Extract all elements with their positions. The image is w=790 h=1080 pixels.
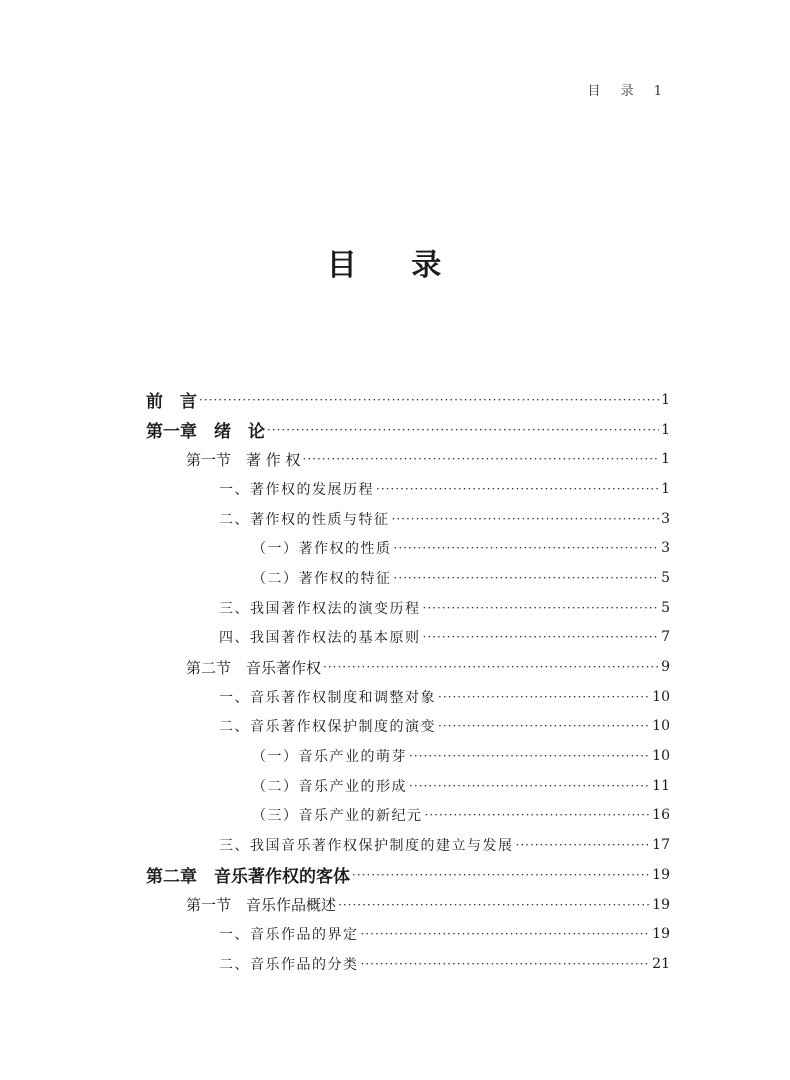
leader-dots xyxy=(361,957,651,971)
toc-entry[interactable] xyxy=(146,444,670,474)
toc-entry[interactable] xyxy=(146,415,670,445)
toc-entry-page: 19 xyxy=(652,866,670,883)
toc-entry-page: 5 xyxy=(661,599,670,616)
leader-dots xyxy=(338,898,650,912)
toc-entry-label: 第一章 绪 论 xyxy=(146,422,265,443)
toc-entry[interactable] xyxy=(146,860,670,890)
toc-entry[interactable] xyxy=(146,474,670,504)
toc-entry-label: （一）著作权的性质 xyxy=(252,541,392,558)
leader-dots xyxy=(438,719,650,733)
leader-dots xyxy=(392,512,660,526)
toc-entry-label: 第二章 音乐著作权的客体 xyxy=(146,867,350,888)
leader-dots xyxy=(199,393,659,407)
toc-entry-label: 第一节 著 作 权 xyxy=(186,450,301,469)
toc-entry-page: 17 xyxy=(652,837,670,854)
leader-dots xyxy=(409,779,650,793)
toc-entry-page: 1 xyxy=(661,480,670,497)
toc-entry-page: 11 xyxy=(652,777,670,794)
running-head: 目 录 1 xyxy=(587,84,670,99)
toc-entry-page: 5 xyxy=(661,569,670,586)
toc-entry[interactable] xyxy=(146,712,670,742)
toc-entry-label: 一、音乐著作权制度和调整对象 xyxy=(219,689,436,706)
toc-entry-label: 三、我国音乐著作权保护制度的建立与发展 xyxy=(219,838,514,855)
toc-entry-label: 一、音乐作品的界定 xyxy=(219,927,359,944)
toc-entry-page: 21 xyxy=(652,955,670,972)
toc-entry-page: 16 xyxy=(652,807,670,824)
toc-entry-label: （二）著作权的特征 xyxy=(252,570,392,587)
leader-dots xyxy=(516,838,651,852)
toc-entry[interactable] xyxy=(146,949,670,979)
toc-entry-page: 1 xyxy=(661,451,670,468)
leader-dots xyxy=(361,927,651,941)
leader-dots xyxy=(394,571,660,585)
toc-entry[interactable] xyxy=(146,919,670,949)
toc-entry[interactable] xyxy=(146,830,670,860)
toc-entry-label: （二）音乐产业的形成 xyxy=(252,778,407,795)
page-title: 目 录 xyxy=(326,248,464,283)
toc-entry-page: 1 xyxy=(661,391,670,408)
toc-entry-page: 10 xyxy=(652,748,670,765)
toc-entry-page: 19 xyxy=(652,926,670,943)
toc-entry[interactable] xyxy=(146,533,670,563)
toc-entry[interactable] xyxy=(146,652,670,682)
leader-dots xyxy=(425,808,651,822)
leader-dots xyxy=(394,541,660,555)
toc-entry-page: 19 xyxy=(652,896,670,913)
leader-dots xyxy=(352,868,650,882)
table-of-contents xyxy=(146,385,670,979)
toc-entry[interactable] xyxy=(146,890,670,920)
leader-dots xyxy=(303,452,660,466)
toc-entry-page: 3 xyxy=(661,510,670,527)
toc-entry[interactable] xyxy=(146,801,670,831)
toc-entry-label: 第一节 音乐作品概述 xyxy=(186,896,337,915)
toc-entry-label: 二、音乐著作权保护制度的演变 xyxy=(219,719,436,736)
toc-entry-label: 三、我国著作权法的演变历程 xyxy=(219,600,421,617)
toc-entry[interactable] xyxy=(146,623,670,653)
toc-entry-page: 9 xyxy=(661,659,670,676)
toc-entry-label: 四、我国著作权法的基本原则 xyxy=(219,630,421,647)
toc-entry[interactable] xyxy=(146,741,670,771)
toc-entry[interactable] xyxy=(146,504,670,534)
toc-entry-page: 1 xyxy=(661,421,670,438)
toc-entry-page: 10 xyxy=(652,688,670,705)
toc-entry[interactable] xyxy=(146,593,670,623)
toc-entry-label: （三）音乐产业的新纪元 xyxy=(252,808,423,825)
toc-entry-page: 10 xyxy=(652,718,670,735)
toc-entry[interactable] xyxy=(146,563,670,593)
leader-dots xyxy=(423,630,660,644)
toc-entry-label: 第二节 音乐著作权 xyxy=(186,658,322,677)
toc-entry-label: （一）音乐产业的萌芽 xyxy=(252,749,407,766)
leader-dots xyxy=(409,749,650,763)
toc-entry-label: 一、著作权的发展历程 xyxy=(219,481,374,498)
leader-dots xyxy=(438,690,650,704)
toc-entry[interactable] xyxy=(146,771,670,801)
toc-entry-label: 二、著作权的性质与特征 xyxy=(219,511,390,528)
toc-entry-label: 二、音乐作品的分类 xyxy=(219,956,359,973)
toc-entry-page: 3 xyxy=(661,540,670,557)
toc-entry[interactable] xyxy=(146,682,670,712)
leader-dots xyxy=(323,660,659,674)
leader-dots xyxy=(423,601,660,615)
leader-dots xyxy=(376,482,659,496)
leader-dots xyxy=(267,423,659,437)
toc-entry-label: 前 言 xyxy=(146,392,197,413)
toc-entry-page: 7 xyxy=(661,629,670,646)
toc-entry[interactable] xyxy=(146,385,670,415)
